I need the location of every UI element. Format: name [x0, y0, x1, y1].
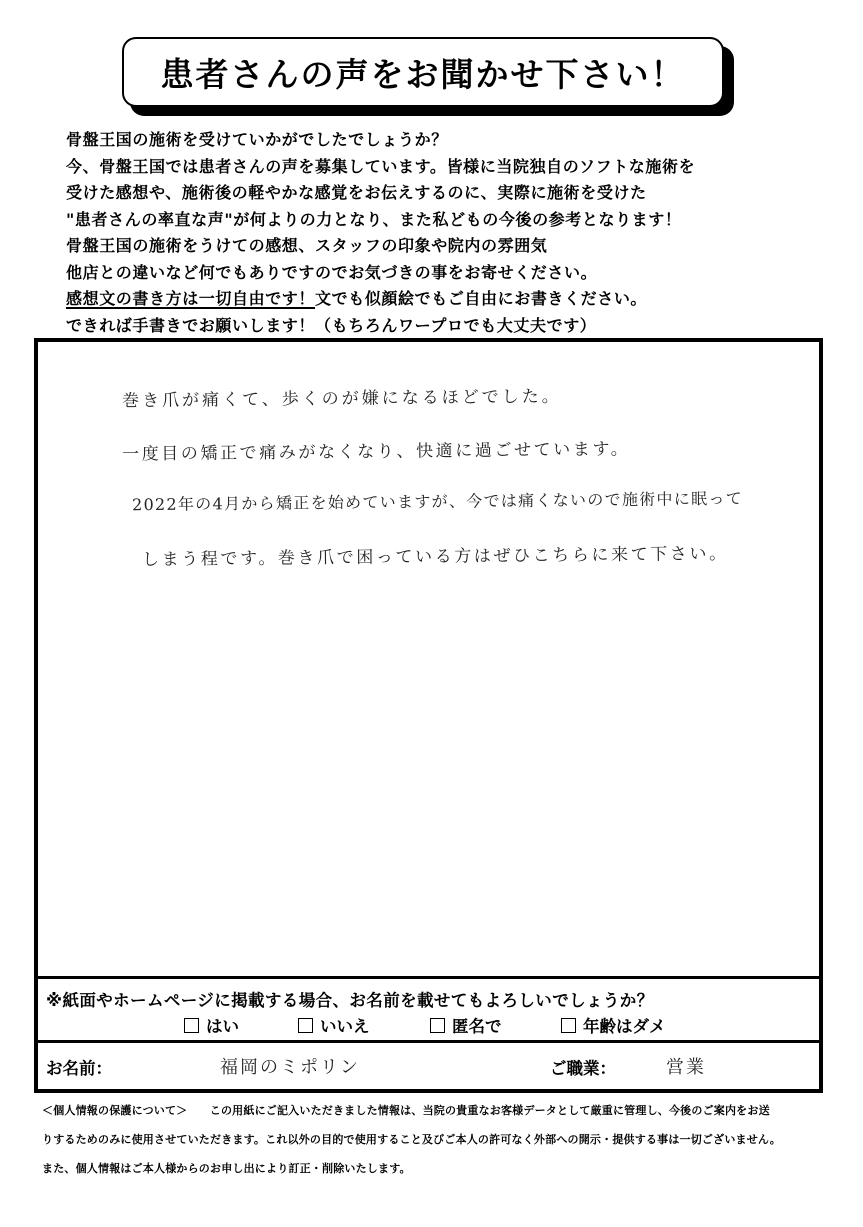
- option-label: はい: [206, 1017, 239, 1036]
- intro-line: 骨盤王国の施術を受けていかがでしたでしょうか？: [66, 130, 448, 149]
- handwritten-line: 巻き爪が痛くて、歩くのが嫌になるほどでした。: [121, 386, 562, 412]
- handwritten-line: 2022年の4月から矯正を始めていますが、今では痛くないので施術中に眠って: [131, 488, 744, 515]
- name-label: お名前：: [46, 1059, 112, 1078]
- option-no-age[interactable]: [561, 1013, 666, 1037]
- checkbox[interactable]: [430, 1018, 445, 1033]
- consent-section: [38, 976, 819, 1040]
- intro-line-free-style: [66, 286, 826, 313]
- option-label: 匿名で: [452, 1017, 502, 1036]
- privacy-notice: [42, 1101, 822, 1188]
- intro-text: [66, 127, 826, 339]
- checkbox[interactable]: [184, 1018, 199, 1033]
- option-label: 年齢はダメ: [583, 1017, 666, 1036]
- consent-question: ※紙面やホームページに掲載する場合、お名前を載せてもよろしいでしょうか？: [46, 991, 654, 1010]
- privacy-line: りするためのみに使用させていただきます。これ以外の目的で使用すること及びご本人の許可なく外部への開示・提供する事は一切ございません。: [42, 1133, 781, 1146]
- page-title: 患者さんの声をお聞かせ下さい！: [160, 54, 686, 94]
- job-label: ご職業：: [550, 1059, 616, 1078]
- checkbox[interactable]: [561, 1018, 576, 1033]
- free-style-emphasis: 感想文の書き方は一切自由です！: [66, 289, 316, 308]
- handwritten-line: 一度目の矯正で痛みがなくなり、快適に過ごせています。: [121, 439, 631, 465]
- intro-line: 受けた感想や、施術後の軽やかな感覚をお伝えするのに、実際に施術を受けた: [66, 183, 647, 202]
- privacy-line: また、個人情報はご本人様からのお申し出により訂正・削除いたします。: [42, 1162, 411, 1175]
- option-label: いいえ: [320, 1017, 370, 1036]
- name-row: [38, 1040, 819, 1089]
- handwritten-line: しまう程です。巻き爪で困っている方はぜひこちらに来て下さい。: [141, 543, 729, 571]
- intro-line: できれば手書きでお願いします！（もちろんワープロでも大丈夫です）: [66, 315, 597, 335]
- option-no[interactable]: [298, 1013, 370, 1037]
- intro-line: 他店との違いなど何でもありですのでお気づきの事をお寄せください。: [66, 262, 598, 282]
- privacy-line: ＜個人情報の保護について＞ この用紙にご記入いただきました情報は、当院の貴重なお客様データとして厳重に管理し、今後のご案内をお送: [42, 1104, 770, 1117]
- intro-line: 今、骨盤王国では患者さんの声を募集しています。皆様に当院独自のソフトな施術を: [66, 156, 696, 176]
- comment-frame: [34, 338, 823, 1093]
- option-yes[interactable]: [184, 1013, 239, 1037]
- name-value: 福岡のミポリン: [220, 1057, 360, 1078]
- title-box: [122, 37, 724, 107]
- intro-line: 骨盤王国の施術をうけての感想、スタッフの印象や院内の雰囲気: [66, 236, 548, 255]
- intro-line: "患者さんの率直な声"が何よりの力となり、また私どもの今後の参考となります！: [66, 209, 682, 229]
- option-anonymous[interactable]: [430, 1013, 502, 1037]
- checkbox[interactable]: [298, 1018, 313, 1033]
- job-value: 営業: [666, 1057, 706, 1078]
- free-style-rest: 文でも似顔絵でもご自由にお書きください。: [315, 289, 648, 308]
